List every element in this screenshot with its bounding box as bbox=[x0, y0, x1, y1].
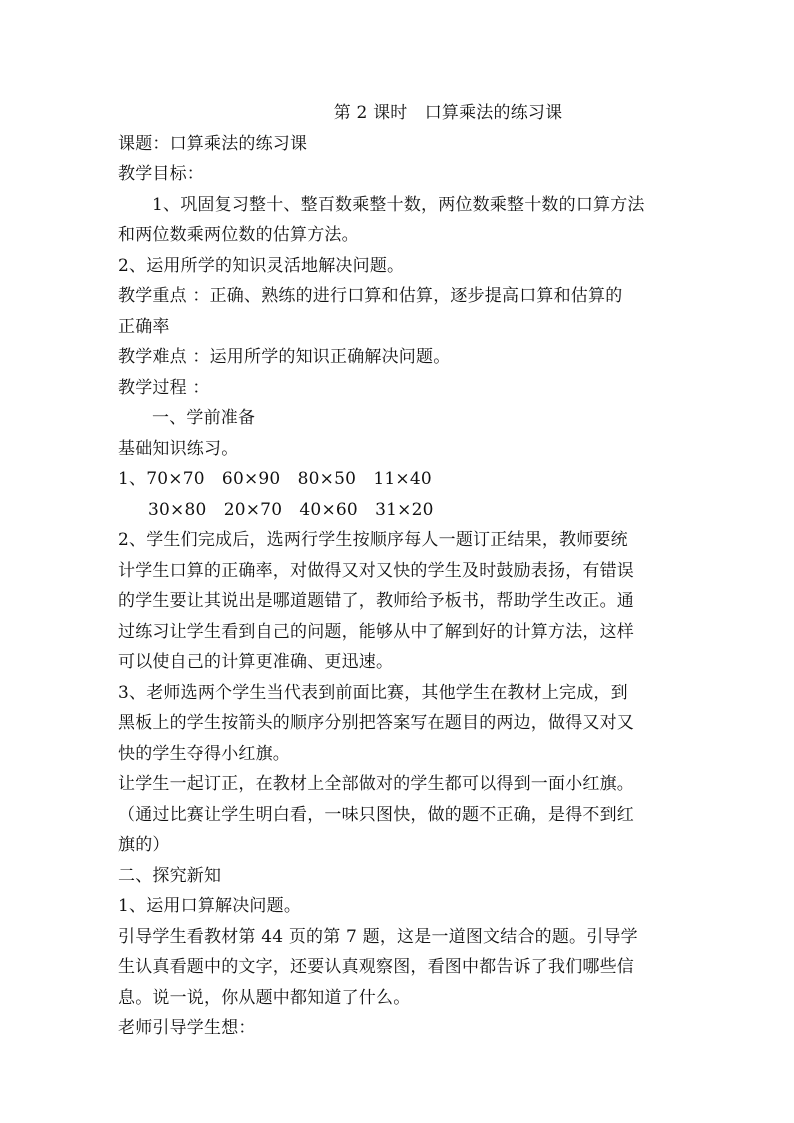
section-one-heading: 一、学前准备 bbox=[152, 408, 256, 428]
key-points-line-1: 教学重点 ：正确、熟练的进行口算和估算，逐步提高口算和估算的 bbox=[118, 286, 623, 306]
step-2-line-1: 2、学生们完成后，选两行学生按顺序每人一题订正结果，教师要统 bbox=[118, 530, 628, 550]
step-3-line-3: 快的学生夺得小红旗。 bbox=[118, 743, 290, 764]
step-3-line-1: 3、老师选两个学生当代表到前面比赛，其他学生在教材上完成，到 bbox=[118, 682, 628, 703]
basic-practice: 基础知识练习。 bbox=[118, 438, 239, 459]
document-page bbox=[118, 98, 678, 1044]
exercise-row-1: 1、70×70 60×90 80×50 11×40 bbox=[118, 469, 432, 489]
goals-heading: 教学目标： bbox=[118, 164, 204, 184]
goal-2: 2、运用所学的知识灵活地解决问题。 bbox=[118, 255, 405, 276]
step-3-line-2: 黑板上的学生按箭头的顺序分别把答案写在题目的两边，做得又对又 bbox=[118, 713, 634, 733]
process-heading: 教学过程 ： bbox=[118, 377, 210, 398]
exercise-row-2: 30×80 20×70 40×60 31×20 bbox=[148, 499, 434, 520]
key-points-line-2: 正确率 bbox=[118, 316, 170, 337]
correction-line-3: 旗的） bbox=[118, 835, 170, 855]
goal-1-line-2: 和两位数乘两位数的估算方法。 bbox=[118, 225, 359, 245]
goal-1-line-1: 1、巩固复习整十、整百数乘整十数，两位数乘整十数的口算方法 bbox=[152, 194, 645, 215]
step-2-line-5: 可以使自己的计算更准确、更迅速。 bbox=[118, 652, 394, 672]
correction-line-2: （通过比赛让学生明白看，一味只图快，做的题不正确，是得不到红 bbox=[118, 804, 634, 825]
lesson-topic: 课题：口算乘法的练习课 bbox=[118, 133, 308, 154]
guide-line-3: 息。说一说，你从题中都知道了什么。 bbox=[118, 987, 411, 1008]
correction-line-1: 让学生一起订正，在教材上全部做对的学生都可以得到一面小红旗。 bbox=[118, 774, 634, 794]
step-2-line-2: 计学生口算的正确率，对做得又对又快的学生及时鼓励表扬，有错误 bbox=[118, 560, 634, 581]
section-two-item-1: 1、运用口算解决问题。 bbox=[118, 896, 302, 916]
section-two-heading: 二、探究新知 bbox=[118, 865, 222, 886]
lesson-title: 第 2 课时 口算乘法的练习课 bbox=[333, 103, 563, 123]
difficulty: 教学难点 ：运用所学的知识正确解决问题。 bbox=[118, 347, 451, 367]
teacher-guide: 老师引导学生想： bbox=[118, 1018, 256, 1038]
guide-line-2: 生认真看题中的文字，还要认真观察图，看图中都告诉了我们哪些信 bbox=[118, 957, 634, 977]
step-2-line-4: 过练习让学生看到自己的问题，能够从中了解到好的计算方法，这样 bbox=[118, 621, 634, 642]
guide-line-1: 引导学生看教材第 44 页的第 7 题，这是一道图文结合的题。引导学 bbox=[118, 926, 638, 947]
step-2-line-3: 的学生要让其说出是哪道题错了，教师给予板书，帮助学生改正。通 bbox=[118, 591, 634, 611]
